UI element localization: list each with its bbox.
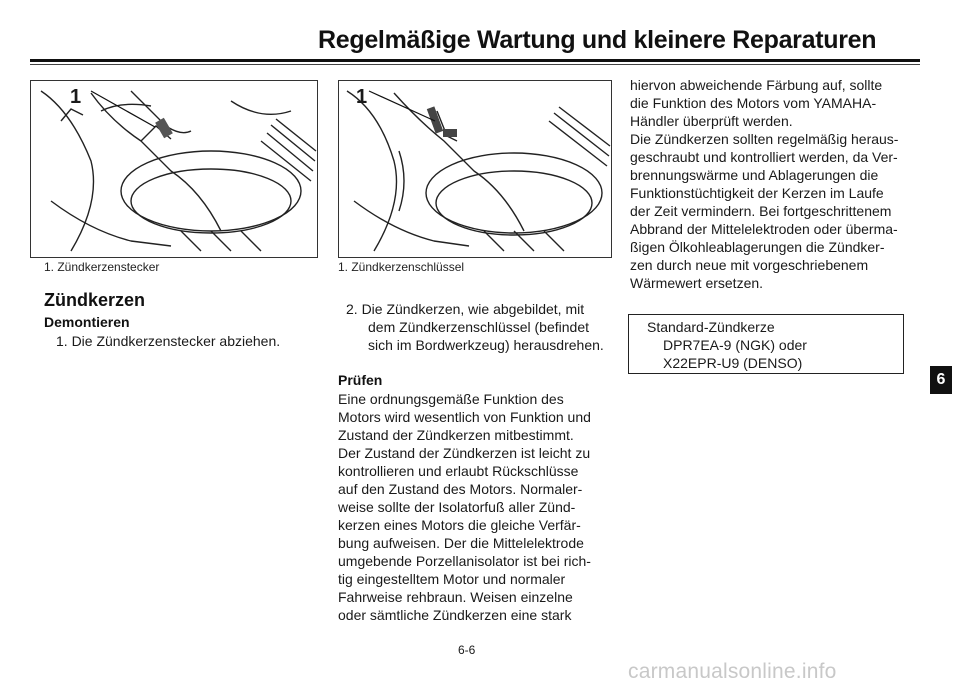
body-line: Motors wird wesentlich von Funktion und <box>338 409 591 425</box>
body-line: kerzen eines Motors die gleiche Verfär- <box>338 517 581 533</box>
section-subtitle: Demontieren <box>44 314 130 330</box>
page-title: Regelmäßige Wartung und kleinere Reparaturen <box>318 26 877 54</box>
body-line: auf den Zustand des Motors. Normaler- <box>338 481 583 497</box>
body-line: Händler überprüft werden. <box>630 113 793 129</box>
step-1: 1. Die Zündkerzenstecker abziehen. <box>56 333 281 349</box>
figure-1-caption: 1. Zündkerzenstecker <box>44 260 160 274</box>
pruefen-heading: Prüfen <box>338 372 383 388</box>
body-line: hiervon abweichende Färbung auf, sollte <box>630 77 883 93</box>
spec-box <box>628 314 904 374</box>
body-line: die Funktion des Motors vom YAMAHA- <box>630 95 877 111</box>
step-2 <box>346 300 604 354</box>
body-line: Funktionstüchtigkeit der Kerzen im Laufe <box>630 185 884 201</box>
chapter-tab: 6 <box>930 366 952 394</box>
spec-value-denso: X22EPR-U9 (DENSO) <box>663 355 803 371</box>
figure-2-caption: 1. Zündkerzenschlüssel <box>338 260 465 274</box>
title-rule-thick <box>30 59 920 62</box>
spec-value-ngk: DPR7EA-9 (NGK) oder <box>663 337 807 353</box>
watermark: carmanualsonline.info <box>628 660 837 683</box>
body-line: kontrollieren und erlaubt Rückschlüsse <box>338 463 579 479</box>
body-line: bung aufweisen. Der die Mittelelektrode <box>338 535 584 551</box>
step-2-line: 2. Die Zündkerzen, wie abgebildet, mit <box>346 301 585 317</box>
body-line: zen durch neue mit vorgeschriebenem <box>630 257 869 273</box>
body-line: Der Zustand der Zündkerzen ist leicht zu <box>338 445 591 461</box>
section-title: Zündkerzen <box>44 290 146 310</box>
title-rule-thin <box>30 64 920 65</box>
body-line: der Zeit vermindern. Bei fortgeschrittenem <box>630 203 892 219</box>
body-line: geschraubt und kontrolliert werden, da Ver- <box>630 149 898 165</box>
body-line: weise sollte der Isolatorfuß aller Zünd- <box>338 499 576 515</box>
body-line: umgebende Porzellanisolator ist bei rich- <box>338 553 591 569</box>
figure-1-callout: 1 <box>70 86 82 108</box>
figure-2-callout: 1 <box>356 86 368 108</box>
pruefen-body <box>338 390 591 624</box>
body-line: Eine ordnungsgemäße Funktion des <box>338 391 564 407</box>
body-line: Abbrand der Mittelelektroden oder überma- <box>630 221 898 237</box>
page-number: 6-6 <box>458 643 476 657</box>
right-column-body <box>630 76 898 292</box>
figure-spark-plug-wrench <box>338 80 612 258</box>
step-2-line: sich im Bordwerkzeug) herausdrehen. <box>368 337 604 353</box>
body-line: Zustand der Zündkerzen mitbestimmt. <box>338 427 574 443</box>
body-line: brennungswärme und Ablagerungen die <box>630 167 879 183</box>
body-line: Die Zündkerzen sollten regelmäßig heraus- <box>630 131 899 147</box>
body-line: Wärmewert ersetzen. <box>630 275 764 291</box>
body-line: oder sämtliche Zündkerzen eine stark <box>338 607 572 623</box>
body-line: tig eingestelltem Motor und normaler <box>338 571 566 587</box>
spec-label: Standard-Zündkerze <box>647 319 775 335</box>
body-line: ßigen Ölkohleablagerungen die Zündker- <box>630 239 885 255</box>
engine-illustration-2 <box>339 81 611 257</box>
body-line: Fahrweise rehbraun. Weisen einzelne <box>338 589 573 605</box>
step-2-line: dem Zündkerzenschlüssel (befindet <box>368 319 590 335</box>
